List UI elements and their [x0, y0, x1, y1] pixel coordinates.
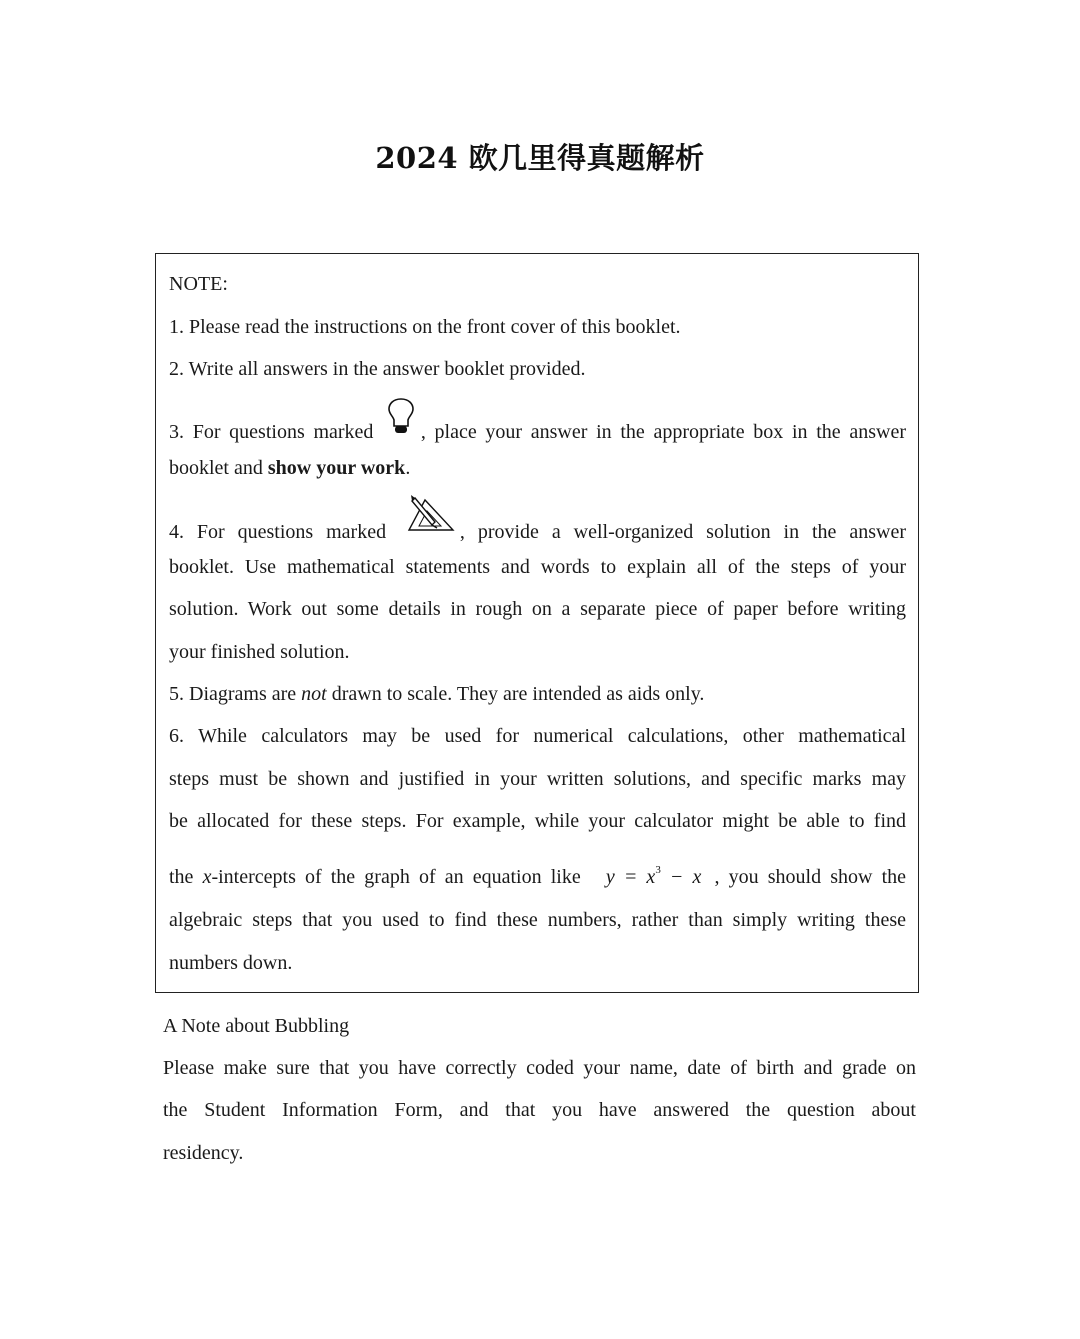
bubbling-note — [0, 1000, 1080, 1200]
note-item-1: 1. Please read the instructions on the front cover of this booklet. — [169, 316, 681, 338]
note-heading: NOTE: — [169, 273, 228, 295]
note-item-3-text-cont: , place your answer in the appropriate box in the answer — [420, 421, 907, 443]
note-item-6-text-3: , you should show the — [705, 866, 907, 888]
note-item-6-line-5: algebraic steps that you used to find these numbers, rather than simply writing these — [169, 909, 906, 931]
bubbling-line-3: residency. — [163, 1142, 244, 1164]
note-item-5-text: 5. Diagrams are — [169, 683, 302, 705]
equation — [606, 866, 702, 888]
pencil-ruler-icon — [399, 514, 447, 538]
note-item-2: 2. Write all answers in the answer booklet provided. — [169, 358, 586, 380]
note-item-3-text-3: . — [405, 457, 411, 479]
note-item-4-line-1 — [169, 514, 906, 544]
note-item-4-text-cont: , provide a well-organized solution in the answer — [459, 521, 907, 543]
note-item-4-line-2: booklet. Use mathematical statements and words to explain all of the steps of your — [169, 556, 906, 578]
note-item-6-line-2: steps must be shown and justified in your written solutions, and specific marks may — [169, 768, 906, 790]
note-item-6-line-4 — [169, 858, 906, 889]
note-item-5 — [169, 682, 906, 706]
show-your-work-bold: show your work — [267, 457, 406, 479]
x-variable: x — [202, 866, 212, 888]
bubbling-heading: A Note about Bubbling — [163, 1015, 350, 1037]
note-item-6-line-6: numbers down. — [169, 952, 293, 974]
note-box — [155, 253, 919, 993]
note-item-4-line-3: solution. Work out some details in rough on a separate piece of paper before writing — [169, 598, 906, 620]
bubbling-line-1: Please make sure that you have correctly coded your name, date of birth and grade on — [163, 1057, 916, 1079]
note-item-3-line-1 — [169, 414, 906, 444]
note-item-3-text-2: booklet and — [169, 457, 268, 479]
note-item-6-line-3: be allocated for these steps. For example, while your calculator might be able to find — [169, 810, 906, 832]
note-item-3-line-2 — [169, 456, 906, 480]
note-item-5-text-2: drawn to scale. They are intended as aids only. — [326, 683, 705, 705]
note-item-6-line-1: 6. While calculators may be used for numerical calculations, other mathematical — [169, 725, 906, 747]
page-title: 2024 欧几里得真题解析 — [375, 141, 705, 175]
equation-lhs: y = x — [605, 866, 656, 888]
note-item-4-text: 4. For questions marked — [169, 521, 387, 543]
lightbulb-icon — [382, 414, 412, 438]
equation-exponent: 3 — [655, 864, 661, 876]
bubbling-line-2: the Student Information Form, and that you have answered the question about — [163, 1099, 916, 1121]
equation-rhs: − x — [660, 866, 702, 888]
note-item-6-text: the — [169, 866, 203, 888]
note-item-6-text-2: -intercepts of the graph of an equation like — [211, 866, 581, 888]
note-item-3-text: 3. For questions marked — [169, 421, 374, 443]
note-item-4-line-4: your finished solution. — [169, 641, 350, 663]
not-italic: not — [301, 683, 327, 705]
